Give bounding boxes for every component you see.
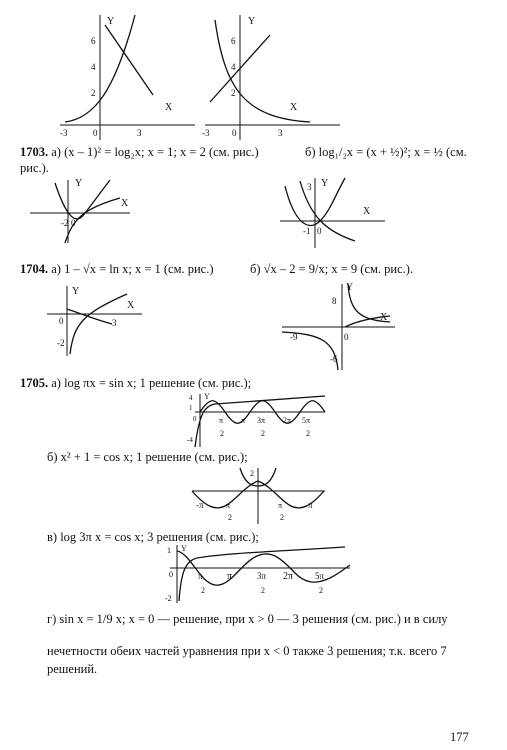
tick: -4 xyxy=(187,436,193,444)
problem-number: 1704. xyxy=(20,262,49,276)
tick: 0 xyxy=(344,332,349,342)
graph-1704b xyxy=(280,282,400,372)
tick: -9 xyxy=(290,332,298,342)
tick: 1 xyxy=(189,404,193,412)
axis-label-x: X xyxy=(380,312,388,323)
graph-1705b xyxy=(190,466,330,526)
problem-1704-a: 1704. а) 1 – √x = ln x; x = 1 (см. рис.) xyxy=(20,262,214,276)
axis-label-y: Y xyxy=(321,178,329,189)
tick: 2 xyxy=(228,513,232,522)
problem-1705-c: в) log 3π x = cos x; 3 решения (см. рис.); xyxy=(47,530,259,544)
tick: π xyxy=(219,416,224,425)
graph-1705c xyxy=(165,543,355,605)
tick: 3 xyxy=(278,128,283,138)
tick: 0 xyxy=(232,128,237,138)
tick: 1 xyxy=(167,546,171,555)
axis-label-y: Y xyxy=(72,286,80,297)
tick: 6 xyxy=(231,36,236,46)
tick: 3π xyxy=(257,416,266,425)
axis-label-x: X xyxy=(363,206,371,217)
tick: 4 xyxy=(189,394,193,402)
tick: 0 xyxy=(317,226,322,236)
tick: 3 xyxy=(137,128,142,138)
tick: 2 xyxy=(261,429,265,438)
axis-label-y: Y xyxy=(181,544,187,553)
problem-1703-b: б) log₁/₂x = (x + ½)²; x = ½ (см. xyxy=(305,145,467,159)
tick: -6 xyxy=(330,354,338,364)
problem-1705-d-line1: г) sin x = 1/9 x; x = 0 — решение, при x > 0 — 3 решения (см. рис.) и в силу xyxy=(47,612,448,626)
tick: 4 xyxy=(231,62,236,72)
graph-1703b-top xyxy=(200,10,350,150)
graph-1703a xyxy=(25,178,135,248)
tick: 2 xyxy=(250,469,254,478)
tick: 8 xyxy=(332,296,337,306)
tick: -3 xyxy=(202,128,210,138)
tick: π xyxy=(227,571,233,582)
problem-1705-b: б) x² + 1 = cos x; 1 решение (см. рис.); xyxy=(47,450,248,464)
tick: 2π xyxy=(283,571,294,582)
tick: π xyxy=(241,416,246,425)
tick: 3 xyxy=(307,182,312,192)
axis-label-x: X xyxy=(121,198,129,209)
axis-label-y: Y xyxy=(107,16,115,27)
tick: 2 xyxy=(220,429,224,438)
axis-label-y: Y xyxy=(346,282,354,293)
tick: 0 xyxy=(193,415,197,423)
tick: 2 xyxy=(319,586,323,595)
tick: 3 xyxy=(112,318,117,328)
axis-label-y: Y xyxy=(204,392,210,401)
tick: 2 xyxy=(201,586,205,595)
tick: 4 xyxy=(91,62,96,72)
page-number: 177 xyxy=(450,730,469,744)
problem-1705-a: 1705. а) log πx = sin x; 1 решение (см. рис.); xyxy=(20,376,252,390)
axis-label-y: Y xyxy=(248,16,256,27)
tick: π xyxy=(278,501,283,510)
tick: 3π xyxy=(257,571,267,581)
axis-label-x: X xyxy=(165,102,173,113)
tick: π xyxy=(198,571,203,581)
graph-1705a xyxy=(185,392,335,450)
axis-label-x: X xyxy=(127,300,135,311)
tick: π xyxy=(226,501,231,510)
tick: 2π xyxy=(283,416,292,425)
tick: -2 xyxy=(165,594,172,603)
problem-1704-b: б) √x – 2 = 9/x; x = 9 (см. рис.). xyxy=(250,262,414,276)
graph-1703b xyxy=(275,176,395,251)
axis-label-x: X xyxy=(290,102,298,113)
tick: 5π xyxy=(315,571,325,581)
tick: 6 xyxy=(91,36,96,46)
problem-1705-d-line3: решений. xyxy=(47,662,98,676)
tick: 2 xyxy=(280,513,284,522)
problem-number: 1705. xyxy=(20,376,49,390)
tick: -2 xyxy=(57,338,65,348)
tick: 2 xyxy=(231,88,236,98)
tick: 0 xyxy=(93,128,98,138)
tick: 2 xyxy=(306,429,310,438)
tick: 0 xyxy=(59,316,64,326)
problem-1703-b-cont: рис.). xyxy=(20,161,49,175)
tick: -3 xyxy=(60,128,68,138)
tick: 2 xyxy=(261,586,265,595)
graph-1704a xyxy=(42,284,152,359)
tick: -2 xyxy=(61,218,69,228)
tick: π xyxy=(308,500,313,510)
tick: 2 xyxy=(91,88,96,98)
axis-label-y: Y xyxy=(75,178,83,189)
problem-1703-a: 1703. а) (x – 1)² = log₂x; x = 1; x = 2 (см. рис.) xyxy=(20,145,259,159)
tick: 0 xyxy=(169,570,173,579)
tick: 5π xyxy=(302,416,311,425)
problem-number: 1703. xyxy=(20,145,49,159)
problem-1705-d-line2: нечетности обеих частей уравнения при x < 0 также 3 решения; т.к. всего 7 xyxy=(47,644,447,658)
tick: -π xyxy=(196,500,204,510)
tick: -1 xyxy=(303,226,311,236)
tick: 0 xyxy=(71,218,76,228)
graph-1703a-top xyxy=(55,10,205,150)
